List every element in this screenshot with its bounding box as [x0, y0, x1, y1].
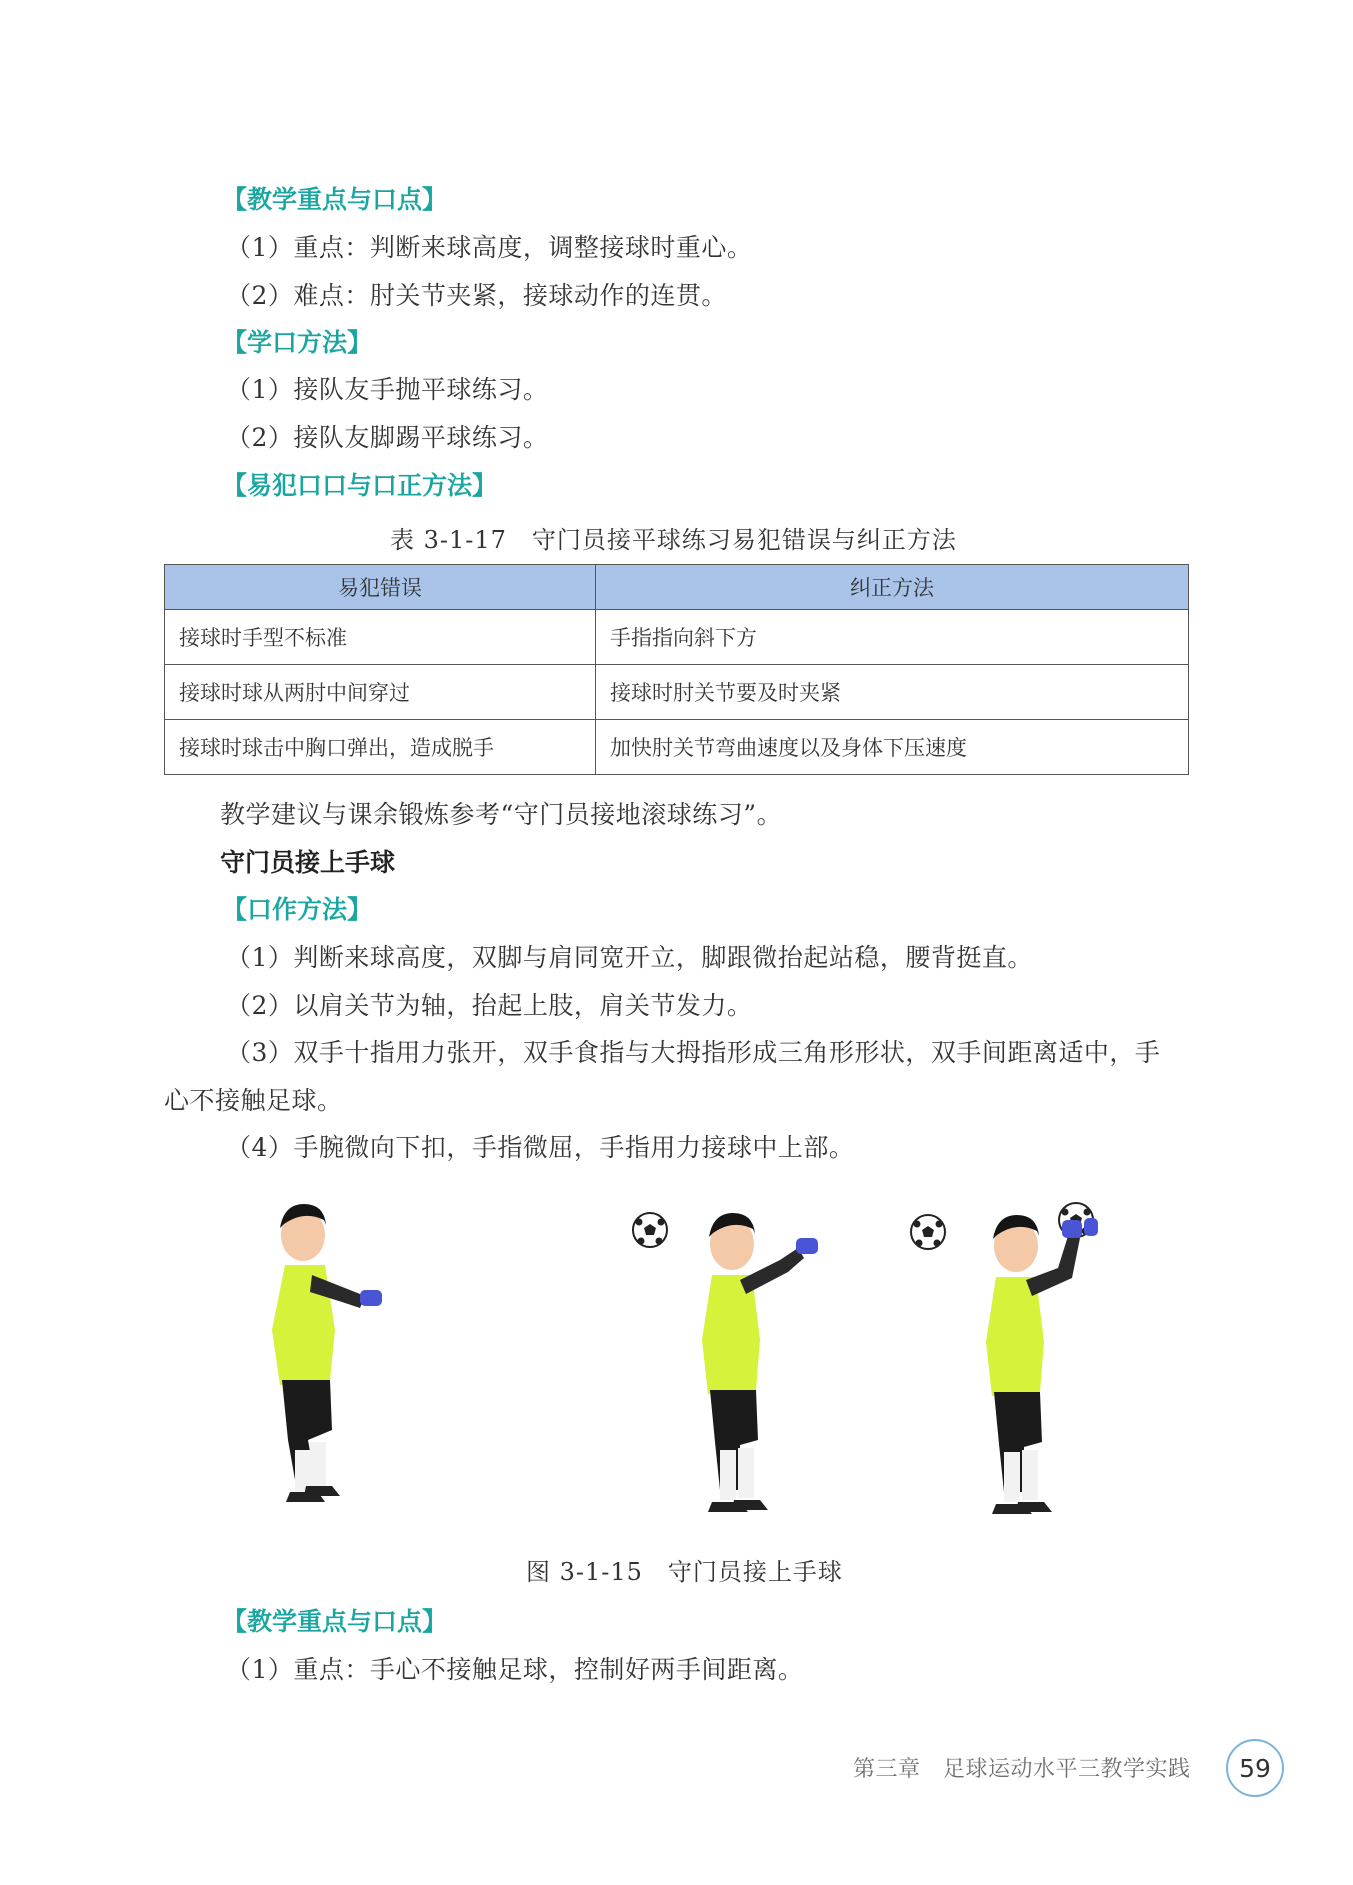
error-correction-table: [164, 564, 1189, 775]
figure-caption: 图 3-1-15 守门员接上手球: [526, 1558, 843, 1586]
table-cell: 接球时肘关节要及时夹紧: [596, 665, 1189, 720]
paragraph: （4）手腕微向下扣，手指微屈，手指用力接球中上部。: [226, 1133, 855, 1162]
paragraph: 教学建议与课余锻炼参考“守门员接地滚球练习”。: [220, 800, 783, 829]
paragraph: （3）双手十指用力张开，双手食指与大拇指形成三角形形状，双手间距离适中，手: [226, 1038, 1161, 1067]
goalkeeper-pose-1: [272, 1204, 382, 1502]
table-cell: 接球时球击中胸口弹出，造成脱手: [165, 720, 596, 775]
goalkeeper-figure: [200, 1180, 1160, 1540]
section-heading: 【口作方法】: [222, 895, 373, 924]
table-cell: 接球时球从两肘中间穿过: [165, 665, 596, 720]
section-heading: 【易犯口口与口正方法】: [222, 471, 498, 500]
paragraph: （1）判断来球高度，双脚与肩同宽开立，脚跟微抬起站稳，腰背挺直。: [226, 943, 1033, 972]
page-number: 59: [1226, 1739, 1284, 1797]
chapter-footer: 第三章 足球运动水平三教学实践: [853, 1757, 1191, 1782]
table-row: [165, 665, 1189, 720]
paragraph: （1）重点：判断来球高度，调整接球时重心。: [226, 233, 753, 262]
paragraph: （2）难点：肘关节夹紧，接球动作的连贯。: [226, 281, 727, 310]
paragraph: （2）接队友脚踢平球练习。: [226, 423, 549, 452]
table-cell: 手指指向斜下方: [596, 610, 1189, 665]
table-row: [165, 720, 1189, 775]
goalkeeper-pose-2: [633, 1213, 818, 1512]
goalkeeper-pose-3: [911, 1203, 1098, 1514]
paragraph: （1）接队友手抛平球练习。: [226, 375, 549, 404]
table-header-cell: 纠正方法: [596, 565, 1189, 610]
table-row: [165, 610, 1189, 665]
table-cell: 加快肘关节弯曲速度以及身体下压速度: [596, 720, 1189, 775]
table-cell: 接球时手型不标准: [165, 610, 596, 665]
section-heading: 【教学重点与口点】: [222, 185, 448, 214]
table-header-cell: 易犯错误: [165, 565, 596, 610]
section-heading: 【学口方法】: [222, 328, 373, 357]
subsection-title: 守门员接上手球: [220, 848, 396, 877]
table-caption: 表 3-1-17 守门员接平球练习易犯错误与纠正方法: [390, 526, 957, 554]
paragraph: （2）以肩关节为轴，抬起上肢，肩关节发力。: [226, 991, 753, 1020]
paragraph: 心不接触足球。: [164, 1086, 343, 1115]
paragraph: （1）重点：手心不接触足球，控制好两手间距离。: [226, 1655, 804, 1684]
section-heading: 【教学重点与口点】: [222, 1607, 448, 1636]
